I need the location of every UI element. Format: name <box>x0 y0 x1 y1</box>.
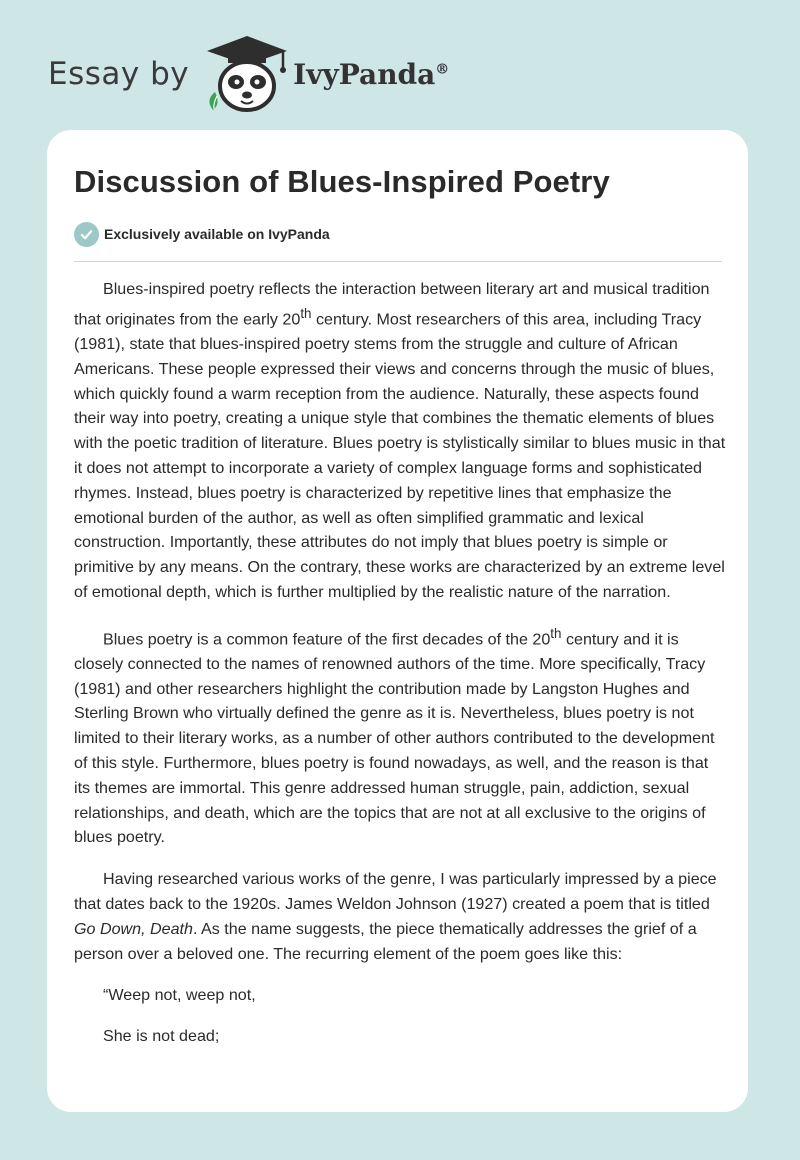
paragraph-1-text: Blues-inspired poetry reflects the interaction between literary art and musical tradition that originates from the early 20 <box>74 280 710 329</box>
poem-title: Go Down, Death <box>74 919 193 938</box>
badge-label: Exclusively available on IvyPanda <box>104 226 330 242</box>
paragraph-1-text-cont: century. Most researchers of this area, including Tracy (1981), state that blues-inspired poetry stems from the struggle and culture of African Americans. These people expressed their views and concerns through the music of blues, which quickly found a warm reception from the audience. Naturally, these aspects found their way into poetry, creating a unique style that combines the thematic elements of blues with the poetic tradition of literature. Blues poetry is stylistically similar to blues music in that it does not attempt to incorporate a variety of complex language forms and sophisticated rhymes. Instead, blues poetry is characterized by repetitive lines that emphasize the emotional burden of the author, as well as often simplified grammatic and lexical construction. Importantly, these attributes do not imply that blues poetry is simple or primitive by any means. On the contrary, these works are characterized by an extreme level of emotional depth, which is further multiplied by the realistic nature of the narration. <box>74 310 726 601</box>
paragraph-1 <box>74 277 726 605</box>
quote-line: She is not dead; <box>103 1027 220 1046</box>
quote-line: “Weep not, weep not, <box>103 986 256 1005</box>
paragraph-3-text: Having researched various works of the genre, I was particularly impressed by a piece that dates back to the 1920s. James Weldon Johnson (1927) created a poem that is titled <box>74 870 717 914</box>
essay-card <box>47 130 748 1112</box>
paragraph-3-text-cont: . As the name suggests, the piece thematically addresses the grief of a person over a beloved one. The recurring element of the poem goes like this: <box>74 919 697 963</box>
paragraph-2-text: Blues poetry is a common feature of the first decades of the 20 <box>103 630 551 649</box>
brand-name[interactable] <box>293 58 449 91</box>
check-icon <box>74 222 99 247</box>
divider <box>74 261 722 262</box>
ordinal-suffix: th <box>300 305 312 321</box>
ordinal-suffix: th <box>550 625 562 641</box>
essay-body <box>74 277 726 1065</box>
brand-name-text[interactable]: IvyPanda <box>293 57 436 91</box>
brand-prefix: Essay by <box>48 56 190 92</box>
site-header <box>48 34 449 114</box>
exclusive-badge <box>74 221 330 247</box>
registered-mark: ® <box>435 61 450 78</box>
paragraph-3 <box>74 867 726 966</box>
paragraph-2 <box>74 622 726 851</box>
essay-title: Discussion of Blues-Inspired Poetry <box>74 164 610 199</box>
paragraph-2-text-cont: century and it is closely connected to the names of renowned authors of the time. More specifically, Tracy (1981) and other researchers highlight the contribution made by Langston Hughes and Sterling Brown who virtually defined the genre as it is. Nevertheless, blues poetry is not limited to their literary works, as a number of other authors contributed to the development of this style. Furthermore, blues poetry is found nowadays, as well, and the reason is that its themes are immortal. This genre addressed human struggle, pain, addiction, sexual relationships, and death, which are the topics that are not at all exclusive to the origins of blues poetry. <box>74 630 715 847</box>
panda-logo-icon[interactable] <box>203 34 291 114</box>
